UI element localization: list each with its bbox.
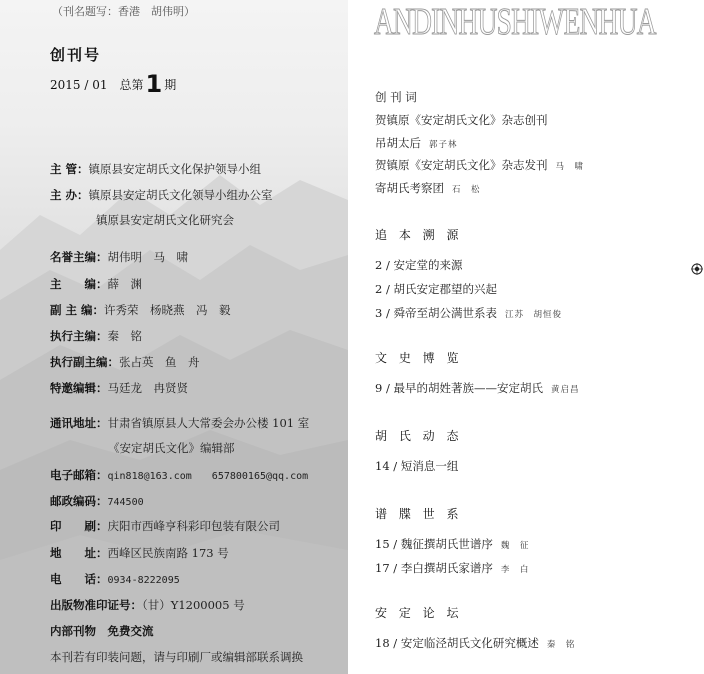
toc-separator: / <box>382 306 394 320</box>
toc-page-number: 18 <box>375 636 390 650</box>
toc-entry <box>375 536 529 552</box>
issue-prefix: 2015 / 01 总第 <box>50 78 144 92</box>
exec-editor-row <box>50 328 142 344</box>
honorary-editor-label: 名誉主编： <box>50 250 108 264</box>
toc-entry-title: 贺镇原《安定胡氏文化》杂志发刊 <box>375 158 548 172</box>
honorary-editor-value: 胡伟明 马 啸 <box>107 250 188 264</box>
internal-note: 内部刊物 免费交流 <box>50 624 154 638</box>
supervisor-value: 镇原县安定胡氏文化保护领导小组 <box>88 162 262 176</box>
location-row <box>50 545 229 561</box>
special-editor-row <box>50 380 188 396</box>
sponsor-value-2: 镇原县安定胡氏文化研究会 <box>96 213 234 227</box>
deputy-editor-row <box>50 302 231 318</box>
location-label: 地 址： <box>50 546 108 560</box>
exec-editor-label: 执行主编： <box>50 329 108 343</box>
special-editor-label: 特邀编辑： <box>50 381 108 395</box>
toc-entry-author: 李 白 <box>500 565 530 575</box>
toc-entry <box>375 257 471 273</box>
address-value: 甘肃省镇原县人大常委会办公楼 101 室 <box>107 416 310 430</box>
toc-separator: / <box>389 537 401 551</box>
toc-page-number: 2 <box>375 258 383 272</box>
footer-note: 本刊若有印装问题，请与印刷厂或编辑部联系调换 <box>50 650 303 664</box>
honorary-editor-row <box>50 249 188 265</box>
toc-page-number: 3 <box>375 306 383 320</box>
email-row <box>50 467 308 483</box>
toc-entry-title: 短消息一组 <box>400 459 459 473</box>
permit-row <box>50 597 245 613</box>
sponsor-label: 主 办： <box>50 188 89 202</box>
issue-suffix: 期 <box>164 78 177 92</box>
toc-entry-title: 最早的胡姓著族——安定胡氏 <box>393 381 544 395</box>
printer-row <box>50 518 280 534</box>
special-editor-value: 马廷龙 冉贤贤 <box>107 381 188 395</box>
toc-entry-author: 江苏 胡恒俊 <box>505 310 563 320</box>
toc-entry-title: 安定堂的来源 <box>393 258 463 272</box>
toc-separator: / <box>382 258 394 272</box>
toc-section-heading: 安 定 论 坛 <box>375 606 463 620</box>
permit-label: 出版物准印证号： <box>50 598 142 612</box>
toc-separator: / <box>389 459 401 473</box>
toc-entry-title: 舜帝至胡公满世系表 <box>393 306 498 320</box>
crosshair-target-icon <box>691 263 703 275</box>
toc-entry <box>375 135 458 151</box>
deputy-editor-value: 许秀荣 杨晓燕 冯 毅 <box>104 303 231 317</box>
toc-entry-title: 寄胡氏考察团 <box>375 181 444 195</box>
sponsor-value: 镇原县安定胡氏文化领导小组办公室 <box>88 188 273 202</box>
toc-section-heading: 谱 牒 世 系 <box>375 507 463 521</box>
toc-entry-title: 魏征撰胡氏世谱序 <box>400 537 493 551</box>
toc-page-number: 2 <box>375 282 383 296</box>
toc-entry-title: 吊胡太后 <box>375 136 421 150</box>
toc-page-number: 14 <box>375 459 390 473</box>
toc-entry-author: 马 啸 <box>555 162 585 172</box>
address-label: 通讯地址： <box>50 416 108 430</box>
toc-entry <box>375 635 575 651</box>
toc-page-number: 15 <box>375 537 390 551</box>
toc-entry-author: 石 松 <box>452 185 481 195</box>
issue-line <box>50 70 176 98</box>
toc-entry-author: 秦 铭 <box>546 640 576 650</box>
printer-value: 庆阳市西峰亨科彩印包装有限公司 <box>107 519 280 533</box>
toc-entry <box>375 281 505 297</box>
chief-editor-value: 薛 渊 <box>107 277 142 291</box>
toc-entry-author: 魏 征 <box>500 541 530 551</box>
toc-section-heading: 文 史 博 览 <box>375 351 463 365</box>
toc-page-number: 17 <box>375 561 390 575</box>
toc-entry <box>375 180 481 196</box>
printer-label: 印 刷： <box>50 519 108 533</box>
sponsor-row <box>50 187 273 203</box>
supervisor-label: 主 管： <box>50 162 89 176</box>
supervisor-row <box>50 161 261 177</box>
exec-deputy-row <box>50 354 200 370</box>
chief-editor-label: 主 编： <box>50 277 108 291</box>
postcode-row <box>50 493 144 509</box>
toc-separator: / <box>382 381 394 395</box>
calligraphy-note: （刊名题写：香港 胡伟明） <box>52 5 195 18</box>
toc-entry-author: 郭子林 <box>429 140 458 150</box>
toc-entry <box>375 89 425 105</box>
toc-entry <box>375 157 584 173</box>
exec-deputy-value: 张占英 鱼 舟 <box>119 355 200 369</box>
toc-entry-title: 李白撰胡氏家谱序 <box>400 561 493 575</box>
issue-number: 1 <box>145 70 163 98</box>
email-value-1: qin818@163.com <box>107 471 192 482</box>
toc-entry <box>375 560 529 576</box>
toc-section-heading: 胡 氏 动 态 <box>375 429 463 443</box>
left-column <box>0 0 348 674</box>
deputy-editor-label: 副 主 编： <box>50 303 105 317</box>
toc-separator: / <box>382 282 394 296</box>
toc-entry <box>375 112 556 128</box>
permit-value: （甘）Y1200005 号 <box>142 598 245 612</box>
toc-section-heading: 追 本 溯 源 <box>375 228 463 242</box>
toc-entry-title: 贺镇原《安定胡氏文化》杂志创刊 <box>375 113 548 127</box>
toc-entry <box>375 305 562 321</box>
toc-entry <box>375 380 580 396</box>
postcode-label: 邮政编码： <box>50 494 108 508</box>
brand-wordmark: ANDINHUSHIWENHUA <box>374 1 656 43</box>
toc-separator: / <box>389 561 401 575</box>
email-value-2: 657800165@qq.com <box>211 471 309 482</box>
toc-separator: / <box>389 636 401 650</box>
issue-title: 创刊号 <box>50 46 102 64</box>
location-value: 西峰区民族南路 173 号 <box>107 546 229 560</box>
postcode-value: 744500 <box>107 497 144 508</box>
chief-editor-row <box>50 276 142 292</box>
phone-label: 电 话： <box>50 572 108 586</box>
exec-editor-value: 秦 铭 <box>107 329 142 343</box>
phone-value: 0934-8222095 <box>107 575 180 586</box>
toc-entry-title: 胡氏安定郡望的兴起 <box>393 282 498 296</box>
address-row <box>50 415 309 431</box>
exec-deputy-label: 执行副主编： <box>50 355 119 369</box>
toc-entry-title: 创 刊 词 <box>375 90 417 104</box>
toc-entry-title: 安定临泾胡氏文化研究概述 <box>400 636 539 650</box>
toc-entry <box>375 458 466 474</box>
email-label: 电子邮箱： <box>50 468 108 482</box>
toc-entry-author: 黄启昌 <box>551 385 580 395</box>
address-value-2: 《安定胡氏文化》编辑部 <box>108 441 235 455</box>
toc-page-number: 9 <box>375 381 383 395</box>
phone-row <box>50 571 180 587</box>
